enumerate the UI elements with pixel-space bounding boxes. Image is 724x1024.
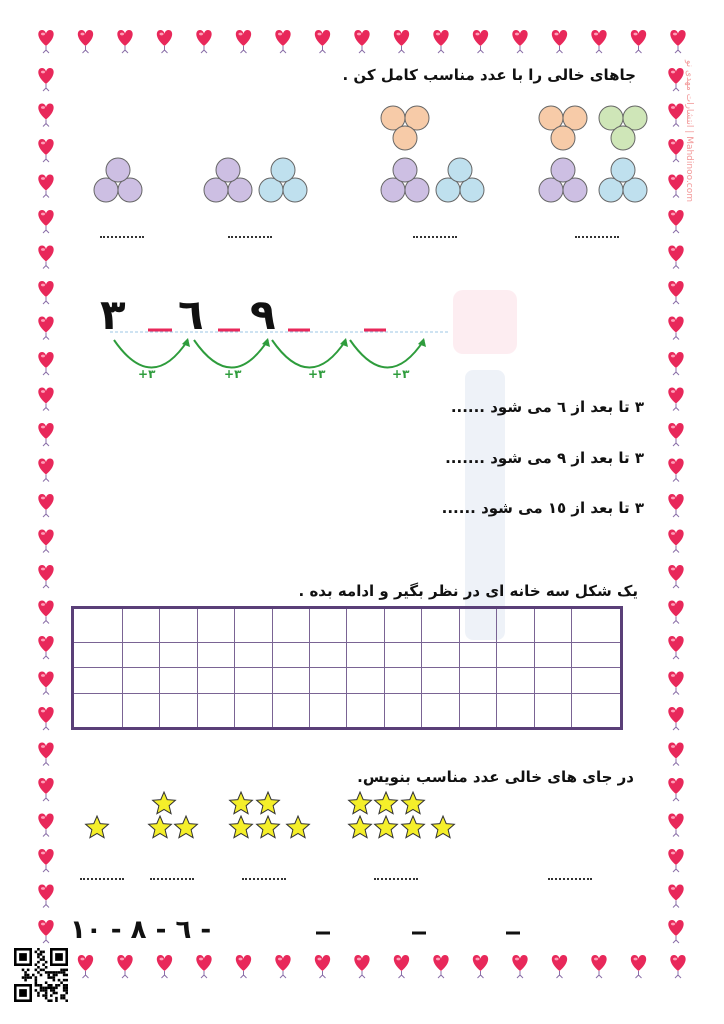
grid-cell[interactable]: [384, 642, 421, 668]
grid-cell[interactable]: [160, 668, 197, 694]
heart-icon: [157, 30, 172, 53]
star-icon: [149, 816, 172, 838]
heart-icon: [670, 30, 685, 53]
grid-cell[interactable]: [497, 694, 534, 729]
answer-blank[interactable]: [150, 878, 194, 880]
grid-cell[interactable]: [73, 608, 123, 643]
grid-cell[interactable]: [310, 668, 347, 694]
heart-icon: [668, 743, 683, 766]
heart-icon: [394, 30, 409, 53]
star-icon: [349, 816, 372, 838]
heart-icon: [668, 68, 683, 91]
heart-icon: [38, 707, 53, 730]
star-icon: [230, 792, 253, 814]
grid-cell[interactable]: [571, 642, 621, 668]
grid-cell[interactable]: [422, 642, 459, 668]
heart-icon: [668, 849, 683, 872]
jump-label: +٣: [138, 367, 156, 381]
heart-icon: [157, 955, 172, 978]
grid-cell[interactable]: [272, 642, 309, 668]
heart-icon: [38, 601, 53, 624]
heart-icon: [236, 955, 251, 978]
grid-cell[interactable]: [235, 694, 272, 729]
grid-cell[interactable]: [122, 694, 159, 729]
grid-cell[interactable]: [272, 668, 309, 694]
grid-cell[interactable]: [534, 642, 571, 668]
grid-cell[interactable]: [73, 694, 123, 729]
heart-icon: [38, 530, 53, 553]
heart-icon: [38, 68, 53, 91]
counter-circle: [216, 158, 240, 182]
grid-cell[interactable]: [534, 608, 571, 643]
sequence-number: ٣: [100, 290, 126, 339]
answer-blank[interactable]: [413, 236, 457, 238]
heart-icon: [38, 885, 53, 908]
counter-circle: [611, 158, 635, 182]
star-icon: [153, 792, 176, 814]
heart-icon: [38, 494, 53, 517]
heart-icon: [591, 30, 606, 53]
counter-circle: [611, 126, 635, 150]
grid-cell[interactable]: [384, 608, 421, 643]
answer-blank[interactable]: [100, 236, 144, 238]
grid-cell[interactable]: [73, 668, 123, 694]
grid-cell[interactable]: [347, 694, 384, 729]
question-text: ٣ تا بعد از ٦ می شود ......: [450, 398, 644, 416]
heart-icon: [433, 955, 448, 978]
heart-icon: [38, 246, 53, 269]
heart-icon: [196, 30, 211, 53]
grid-cell[interactable]: [235, 608, 272, 643]
heart-icon: [38, 388, 53, 411]
jump-arrow: [350, 340, 424, 368]
heart-icon: [275, 30, 290, 53]
grid-cell[interactable]: [160, 694, 197, 729]
answer-blank[interactable]: [242, 878, 286, 880]
heart-icon: [668, 423, 683, 446]
heart-icon: [38, 30, 53, 53]
grid-cell[interactable]: [160, 642, 197, 668]
grid-cell[interactable]: [497, 642, 534, 668]
grid-cell[interactable]: [122, 668, 159, 694]
grid-cell[interactable]: [197, 642, 234, 668]
counter-circle: [271, 158, 295, 182]
heart-icon: [668, 494, 683, 517]
heart-icon: [552, 30, 567, 53]
heart-icon: [236, 30, 251, 53]
grid-cell[interactable]: [310, 694, 347, 729]
heart-icon: [38, 459, 53, 482]
jump-arrow: [194, 340, 268, 368]
heart-icon: [668, 672, 683, 695]
jump-arrow: [114, 340, 188, 368]
jump-arrow: [272, 340, 346, 368]
pattern-grid[interactable]: [71, 606, 623, 730]
grid-cell[interactable]: [160, 608, 197, 643]
grid-cell[interactable]: [347, 642, 384, 668]
grid-cell[interactable]: [459, 668, 496, 694]
heart-icon: [38, 423, 53, 446]
grid-cell[interactable]: [197, 668, 234, 694]
star-icon: [432, 816, 455, 838]
heart-icon: [473, 30, 488, 53]
star-icon: [375, 816, 398, 838]
counting-sequence: ٦ - ٨ - ١٠ -: [70, 915, 212, 945]
star-icon: [349, 792, 372, 814]
grid-cell[interactable]: [197, 694, 234, 729]
grid-cell[interactable]: [459, 642, 496, 668]
heart-icon: [38, 849, 53, 872]
heart-icon: [552, 955, 567, 978]
heart-icon: [668, 565, 683, 588]
star-icon: [230, 816, 253, 838]
heart-icon: [433, 30, 448, 53]
heart-icon: [315, 30, 330, 53]
heart-icon: [668, 388, 683, 411]
grid-cell[interactable]: [384, 668, 421, 694]
counter-circle: [551, 158, 575, 182]
grid-cell[interactable]: [235, 668, 272, 694]
grid-cell[interactable]: [235, 642, 272, 668]
jump-label: +٣: [392, 367, 410, 381]
grid-cell[interactable]: [122, 642, 159, 668]
star-icon: [86, 816, 109, 838]
star-icon: [257, 816, 280, 838]
jump-label: +٣: [224, 367, 242, 381]
heart-icon: [668, 459, 683, 482]
qr-code-icon: [14, 948, 68, 1002]
grid-cell[interactable]: [571, 694, 621, 729]
heart-icon: [38, 672, 53, 695]
star-icon: [257, 792, 280, 814]
heart-icon: [38, 636, 53, 659]
counter-circle: [106, 158, 130, 182]
answer-blank[interactable]: [228, 236, 272, 238]
skip-count-arrows: [0, 300, 724, 390]
heart-icon: [512, 955, 527, 978]
heart-icon: [354, 30, 369, 53]
heart-icon: [117, 955, 132, 978]
heart-icon: [668, 601, 683, 624]
answer-blank[interactable]: [374, 878, 418, 880]
heart-icon: [668, 246, 683, 269]
sequence-number: ٩: [250, 290, 276, 339]
jump-label: +٣: [308, 367, 326, 381]
star-icon: [175, 816, 198, 838]
circle-groups: [0, 90, 724, 220]
grid-cell[interactable]: [571, 608, 621, 643]
heart-icon: [668, 636, 683, 659]
section3-instruction: یک شکل سه خانه ای در نظر بگیر و ادامه بده .: [298, 582, 638, 600]
grid-cell[interactable]: [497, 668, 534, 694]
heart-icon: [631, 955, 646, 978]
grid-cell[interactable]: [272, 608, 309, 643]
heart-icon: [668, 707, 683, 730]
heart-icon: [315, 955, 330, 978]
section1-instruction: جاهای خالی را با عدد مناسب کامل کن .: [342, 66, 636, 84]
star-icon: [402, 816, 425, 838]
heart-icon: [473, 955, 488, 978]
heart-icon: [275, 955, 290, 978]
grid-cell[interactable]: [197, 608, 234, 643]
heart-icon: [394, 955, 409, 978]
heart-icon: [78, 30, 93, 53]
counter-circle: [393, 126, 417, 150]
publisher-watermark: انتشارات مهدی نو | Mahdinoo.com: [684, 60, 694, 203]
grid-cell[interactable]: [459, 694, 496, 729]
grid-cell[interactable]: [459, 608, 496, 643]
answer-blank[interactable]: [575, 236, 619, 238]
grid-cell[interactable]: [347, 668, 384, 694]
heart-icon: [670, 955, 685, 978]
grid-cell[interactable]: [347, 608, 384, 643]
question-text: ٣ تا بعد از ٩ می شود .......: [445, 449, 644, 467]
grid-cell[interactable]: [73, 642, 123, 668]
grid-cell[interactable]: [122, 608, 159, 643]
heart-icon: [38, 565, 53, 588]
grid-cell[interactable]: [422, 668, 459, 694]
sequence-number: ٦: [178, 290, 204, 339]
answer-blank[interactable]: [548, 878, 592, 880]
star-icon: [287, 816, 310, 838]
heart-icon: [512, 30, 527, 53]
grid-cell[interactable]: [422, 608, 459, 643]
grid-cell[interactable]: [534, 694, 571, 729]
grid-cell[interactable]: [310, 608, 347, 643]
heart-icon: [38, 743, 53, 766]
grid-cell[interactable]: [422, 694, 459, 729]
heart-icon: [117, 30, 132, 53]
heart-icon: [591, 955, 606, 978]
grid-cell[interactable]: [534, 668, 571, 694]
counter-circle: [448, 158, 472, 182]
grid-cell[interactable]: [384, 694, 421, 729]
grid-cell[interactable]: [497, 608, 534, 643]
heart-icon: [631, 30, 646, 53]
grid-cell[interactable]: [310, 642, 347, 668]
star-icon: [375, 792, 398, 814]
grid-cell[interactable]: [571, 668, 621, 694]
star-groups: [0, 790, 724, 850]
heart-icon: [668, 530, 683, 553]
grid-cell[interactable]: [272, 694, 309, 729]
counter-circle: [393, 158, 417, 182]
answer-blank[interactable]: [80, 878, 124, 880]
section4-instruction: در جای های خالی عدد مناسب بنویس.: [357, 768, 634, 786]
star-icon: [402, 792, 425, 814]
counter-circle: [551, 126, 575, 150]
heart-icon: [668, 885, 683, 908]
question-text: ٣ تا بعد از ١٥ می شود ......: [441, 499, 644, 517]
heart-icon: [78, 955, 93, 978]
sequence-dashes: [0, 928, 724, 938]
heart-icon: [196, 955, 211, 978]
heart-icon: [354, 955, 369, 978]
